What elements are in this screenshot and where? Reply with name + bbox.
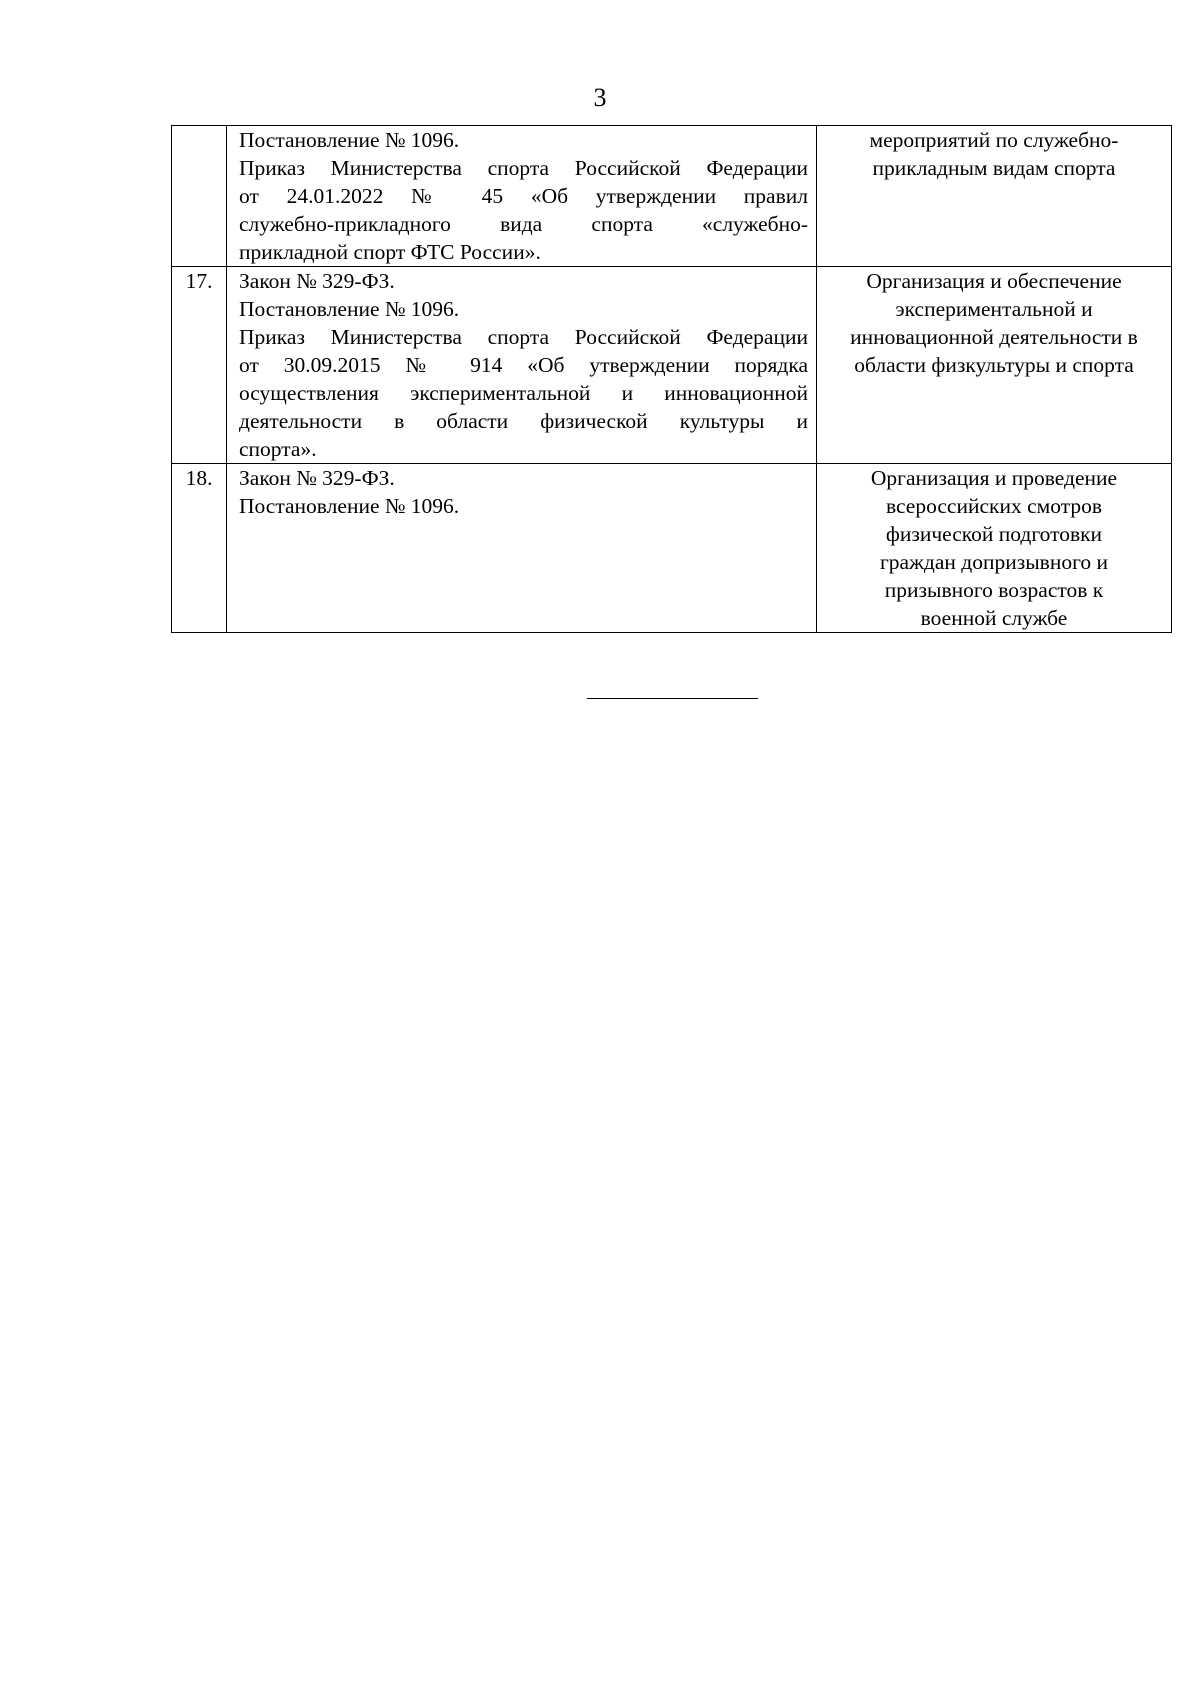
legal-basis-line: от 24.01.2022 № 45 «Об утверждении правил [239, 184, 808, 208]
activity-description-line: области физкультуры и спорта [854, 353, 1134, 377]
activity-description-line: граждан допризывного и [879, 550, 1109, 574]
activity-description-cell [817, 464, 1172, 633]
legal-basis-line: служебно-прикладного вида спорта «служебно- [239, 212, 808, 236]
end-of-document-rule [587, 698, 758, 699]
legal-basis-line: от 30.09.2015 № 914 «Об утверждении порядка [239, 353, 808, 377]
table-row [172, 464, 1172, 633]
legal-basis-line: Постановление № 1096. [239, 494, 460, 518]
legal-basis-line: Приказ Министерства спорта Российской Федерации [239, 325, 808, 349]
legal-basis-cell [227, 267, 817, 464]
legal-basis-line: Закон № 329-ФЗ. [239, 466, 395, 490]
legal-basis-cell [227, 464, 817, 633]
activity-description-cell [817, 126, 1172, 267]
table-row [172, 126, 1172, 267]
activity-description-line: военной службе [920, 606, 1068, 630]
row-number: 17. [172, 267, 227, 464]
legal-basis-cell [227, 126, 817, 267]
activity-description-line: инновационной деятельности в [850, 325, 1138, 349]
legal-basis-line: спорта». [239, 437, 317, 461]
table-row [172, 267, 1172, 464]
activity-description-line: Организация и проведение [870, 466, 1118, 490]
activity-description-line: экспериментальной и [895, 297, 1093, 321]
legal-basis-line: Приказ Министерства спорта Российской Федерации [239, 156, 808, 180]
legal-basis-line: деятельности в области физической культуры и [239, 409, 808, 433]
legal-basis-line: Закон № 329-ФЗ. [239, 269, 395, 293]
legal-basis-line: Постановление № 1096. [239, 128, 460, 152]
activity-description-line: физической подготовки [885, 522, 1103, 546]
activity-description-cell [817, 267, 1172, 464]
activity-description-line: Организация и обеспечение [866, 269, 1122, 293]
activity-description-line: мероприятий по служебно- [869, 128, 1119, 152]
page-number: 3 [593, 83, 607, 112]
legal-basis-line: прикладной спорт ФТС России». [239, 240, 541, 264]
row-number: 18. [172, 464, 227, 633]
legal-basis-line: Постановление № 1096. [239, 297, 460, 321]
legal-basis-line: осуществления экспериментальной и инновационной [239, 381, 808, 405]
activity-description-line: всероссийских смотров [885, 494, 1103, 518]
activity-description-line: прикладным видам спорта [872, 156, 1116, 180]
activity-description-line: призывного возрастов к [884, 578, 1104, 602]
row-number [172, 126, 227, 267]
document-table [171, 125, 1172, 633]
